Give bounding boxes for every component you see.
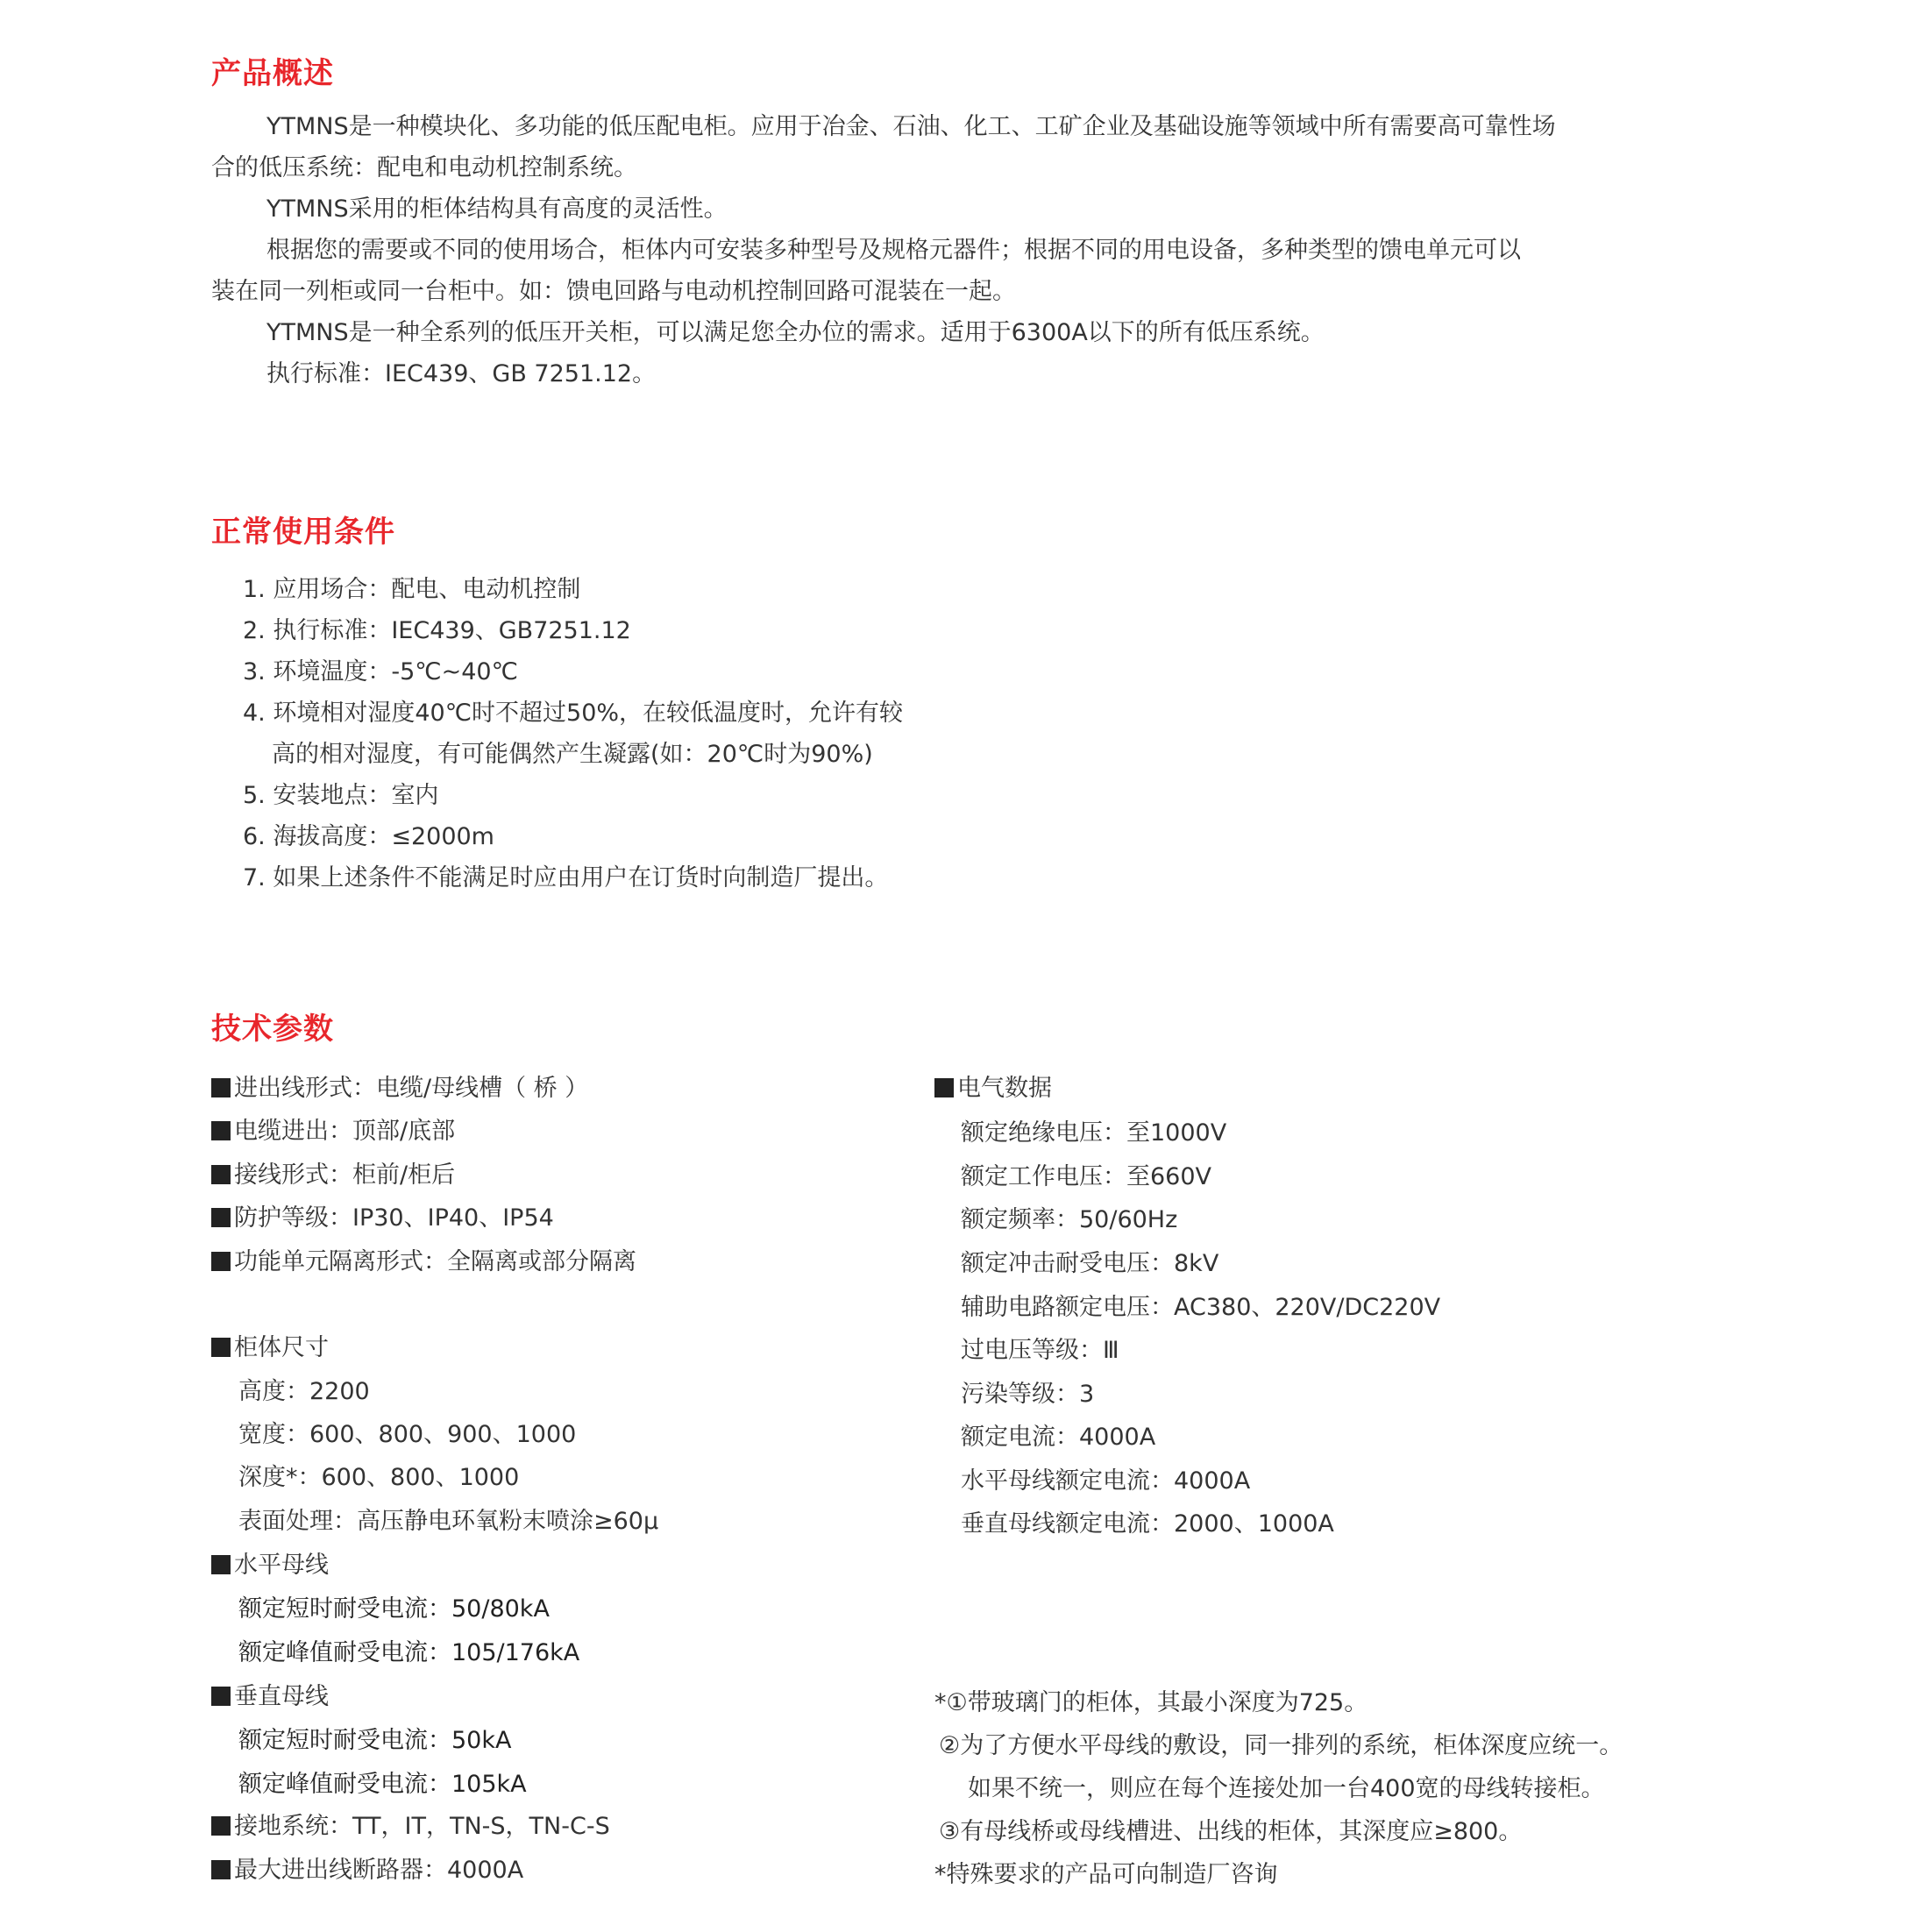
conditions-title: 正常使用条件 <box>211 515 395 550</box>
tech-left-8: 宽度：600、800、900、1000 <box>238 1421 577 1448</box>
condition-item-4-cont: 高的相对湿度，有可能偶然产生凝露(如：20℃时为90%) <box>272 741 873 768</box>
tech-right-3: 额定工作电压：至660V <box>961 1163 1212 1190</box>
overview-line-4: 根据您的需要或不同的使用场合，柜体内可安装多种型号及规格元器件；根据不同的用电设备，多种类型的馈电单元可以 <box>266 237 1521 264</box>
overview-line-2: 合的低压系统：配电和电动机控制系统。 <box>211 154 637 181</box>
overview-line-6: YTMNS是一种全系列的低压开关柜，可以满足您全办位的需求。适用于6300A以下的所有低压系统。 <box>266 319 1325 346</box>
overview-line-3: YTMNS采用的柜体结构具有高度的灵活性。 <box>266 195 728 223</box>
tech-right-11: 垂直母线额定电流：2000、1000A <box>961 1510 1334 1538</box>
bullet-square-icon <box>211 1816 231 1836</box>
tech-left-15: 额定短时耐受电流：50kA <box>238 1727 512 1754</box>
overview-line-5: 装在同一列柜或同一台柜中。如：馈电回路与电动机控制回路可混装在一起。 <box>211 278 1016 305</box>
tech-left-2: 电缆进出：顶部/底部 <box>211 1111 455 1152</box>
tech-left-6: 柜体尺寸 <box>211 1327 329 1368</box>
tech-right-1: 电气数据 <box>934 1068 1052 1109</box>
tech-right-2: 额定绝缘电压：至1000V <box>961 1119 1227 1147</box>
tech-right-5: 额定冲击耐受电压：8kV <box>961 1250 1219 1277</box>
tech-left-17: 接地系统：TT，IT，TN-S，TN-C-S <box>211 1806 610 1847</box>
condition-item-5: 5. 安装地点：室内 <box>243 782 439 809</box>
tech-left-14: 垂直母线 <box>211 1676 329 1717</box>
tech-left-4: 防护等级：IP30、IP40、IP54 <box>211 1197 554 1239</box>
tech-right-10: 水平母线额定电流：4000A <box>961 1467 1251 1495</box>
overview-title: 产品概述 <box>211 56 334 91</box>
condition-item-7: 7. 如果上述条件不能满足时应由用户在订货时向制造厂提出。 <box>243 864 889 891</box>
condition-item-3: 3. 环境温度：-5℃~40℃ <box>243 658 518 685</box>
bullet-square-icon <box>211 1338 231 1357</box>
tech-right-4: 额定频率：50/60Hz <box>961 1206 1178 1233</box>
note-1: *①带玻璃门的柜体，其最小深度为725。 <box>934 1689 1368 1716</box>
overview-line-1: YTMNS是一种模块化、多功能的低压配电柜。应用于冶金、石油、化工、工矿企业及基础设施等领域中所有需要高可靠性场 <box>266 113 1556 140</box>
tech-right-8: 污染等级：3 <box>961 1381 1095 1408</box>
bullet-square-icon <box>934 1078 954 1097</box>
bullet-square-icon <box>211 1208 231 1227</box>
bullet-square-icon <box>211 1860 231 1879</box>
tech-left-16: 额定峰值耐受电流：105kA <box>238 1771 527 1798</box>
note-2-cont: 如果不统一，则应在每个连接处加一台400宽的母线转接柜。 <box>968 1775 1605 1802</box>
tech-title: 技术参数 <box>211 1012 334 1047</box>
condition-item-2: 2. 执行标准：IEC439、GB7251.12 <box>243 617 631 644</box>
tech-left-11: 水平母线 <box>211 1545 329 1586</box>
bullet-square-icon <box>211 1687 231 1706</box>
tech-right-9: 额定电流：4000A <box>961 1424 1156 1451</box>
tech-left-12: 额定短时耐受电流：50/80kA <box>238 1595 550 1623</box>
tech-left-13: 额定峰值耐受电流：105/176kA <box>238 1639 580 1666</box>
tech-left-1: 进出线形式：电缆/母线槽（ 桥 ） <box>211 1068 588 1109</box>
bullet-square-icon <box>211 1078 231 1097</box>
note-3: ③有母线桥或母线槽进、出线的柜体，其深度应≥800。 <box>939 1818 1523 1845</box>
tech-left-10: 表面处理：高压静电环氧粉末喷涂≥60μ <box>238 1508 659 1535</box>
bullet-square-icon <box>211 1252 231 1271</box>
note-2: ②为了方便水平母线的敷设，同一排列的系统，柜体深度应统一。 <box>939 1732 1623 1759</box>
bullet-square-icon <box>211 1555 231 1574</box>
tech-left-9: 深度*：600、800、1000 <box>238 1464 520 1491</box>
tech-left-7: 高度：2200 <box>238 1378 370 1405</box>
bullet-square-icon <box>211 1121 231 1140</box>
condition-item-4: 4. 环境相对湿度40℃时不超过50%，在较低温度时，允许有较 <box>243 700 904 727</box>
condition-item-6: 6. 海拔高度：≤2000m <box>243 823 494 850</box>
tech-right-7: 过电压等级：Ⅲ <box>961 1337 1119 1364</box>
note-4: *特殊要求的产品可向制造厂咨询 <box>934 1861 1278 1888</box>
condition-item-1: 1. 应用场合：配电、电动机控制 <box>243 576 581 603</box>
overview-line-7: 执行标准：IEC439、GB 7251.12。 <box>266 360 657 387</box>
tech-right-6: 辅助电路额定电压：AC380、220V/DC220V <box>961 1294 1441 1321</box>
bullet-square-icon <box>211 1165 231 1184</box>
tech-left-18: 最大进出线断路器：4000A <box>211 1850 523 1891</box>
tech-left-3: 接线形式：柜前/柜后 <box>211 1154 455 1196</box>
tech-left-5: 功能单元隔离形式：全隔离或部分隔离 <box>211 1241 636 1282</box>
